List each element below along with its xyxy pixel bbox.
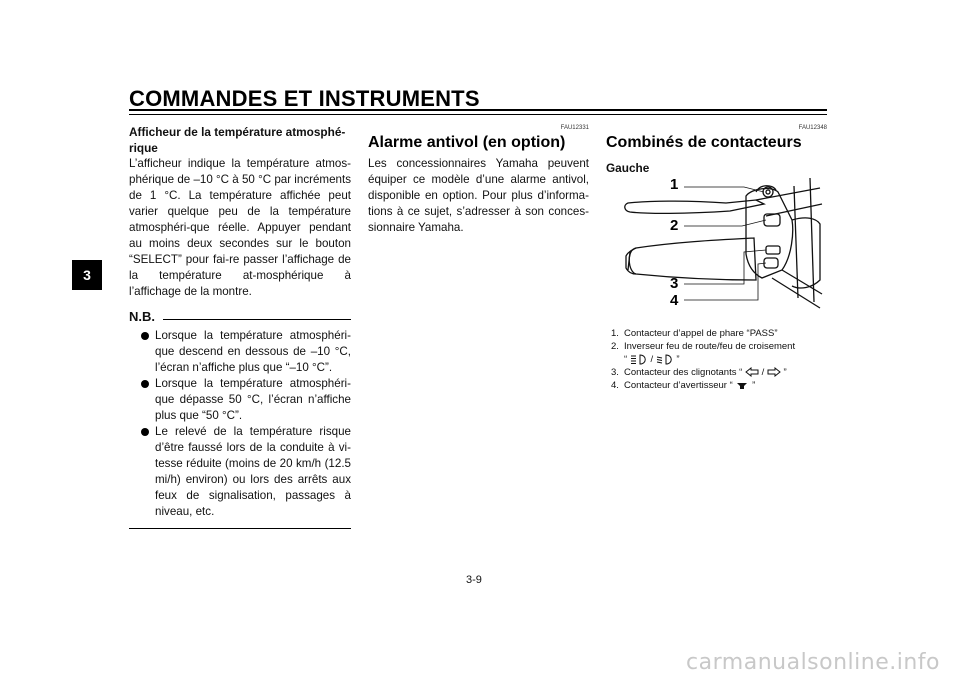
nb-label: N.B. bbox=[129, 309, 155, 324]
bullet-icon bbox=[141, 380, 149, 388]
figure-captions bbox=[611, 327, 827, 392]
header-rule bbox=[129, 109, 827, 115]
note-list bbox=[129, 328, 351, 520]
watermark: carmanualsonline.info bbox=[686, 650, 940, 675]
callout-4: 4 bbox=[670, 292, 679, 309]
nb-rule bbox=[163, 319, 351, 320]
page-number: 3-9 bbox=[466, 574, 482, 586]
section-heading-temperature bbox=[129, 124, 351, 156]
note-item: Lorsque la température atmosphéri-que descend en dessous de –10 °C, l’écran n’affiche plus que “–10 °C”. bbox=[143, 328, 351, 376]
temperature-paragraph: L’afficheur indique la température atmos-phérique de –10 °C à 50 °C par incréments de 1 °C. La température affichée peut varier quelque peu de la température atmosphéri-que réelle. Appuyer pendant au moins deux secondes sur le bouton “SELECT” pour fai-re passer l’affichage de la température at-mosphérique à l’affichage de la montre. bbox=[129, 157, 351, 298]
heading-line-1: Afficheur de la température atmosphé- bbox=[129, 125, 346, 139]
note-item: Le relevé de la température risque d’être faussé lors de la conduite à vi-tesse réduite (moins de 20 km/h (12.5 mi/h) environ) ou lors des arrêts aux feux de signalisation, passages à niveau, etc. bbox=[143, 424, 351, 520]
handlebar-illustration bbox=[606, 170, 828, 310]
callout-1: 1 bbox=[670, 176, 679, 193]
note-item: Lorsque la température atmosphéri-que dépasse 50 °C, l’écran n’affiche plus que “50 °C”. bbox=[143, 376, 351, 424]
section-code: FAU12331 bbox=[560, 125, 589, 131]
section-title-switches: Combinés de contacteurs bbox=[606, 134, 802, 151]
caption-2: 2. Inverseur feu de route/feu de croisement bbox=[611, 341, 796, 352]
column-switches bbox=[606, 124, 827, 176]
handlebar-switch-figure bbox=[606, 170, 828, 310]
high-beam-icon bbox=[630, 354, 648, 365]
section-code: FAU12348 bbox=[798, 125, 827, 131]
heading-line-2: rique bbox=[129, 141, 158, 155]
alarm-paragraph: Les concessionnaires Yamaha peuvent équiper ce modèle d’une alarme antivol, disponible en option. Pour plus d’informa-tions à ce sujet, s’adresser à son conces-sionnaire Yamaha. bbox=[368, 157, 589, 234]
nb-header bbox=[129, 309, 351, 325]
caption-1: 1. Contacteur d’appel de phare “PASS” bbox=[611, 328, 778, 339]
horn-icon bbox=[735, 380, 749, 390]
turn-right-icon bbox=[767, 367, 781, 377]
callout-2: 2 bbox=[670, 217, 679, 234]
column-temperature bbox=[129, 124, 351, 529]
bullet-icon bbox=[141, 428, 149, 436]
caption-2-symbols: “ / ” bbox=[624, 354, 680, 365]
callout-3: 3 bbox=[670, 275, 679, 292]
turn-left-icon bbox=[745, 367, 759, 377]
section-subtitle-left: Gauche bbox=[606, 161, 650, 175]
chapter-tab[interactable]: 3 bbox=[72, 260, 102, 290]
caption-4: 4. Contacteur d’avertisseur “ ” bbox=[611, 380, 756, 391]
section-title-alarm: Alarme antivol (en option) bbox=[368, 134, 566, 151]
bullet-icon bbox=[141, 332, 149, 340]
nb-end-rule bbox=[129, 528, 351, 529]
caption-3: 3. Contacteur des clignotants “ / ” bbox=[611, 367, 787, 378]
low-beam-icon bbox=[656, 354, 674, 365]
column-alarm bbox=[368, 124, 589, 236]
page-header-title: COMMANDES ET INSTRUMENTS bbox=[129, 86, 480, 111]
